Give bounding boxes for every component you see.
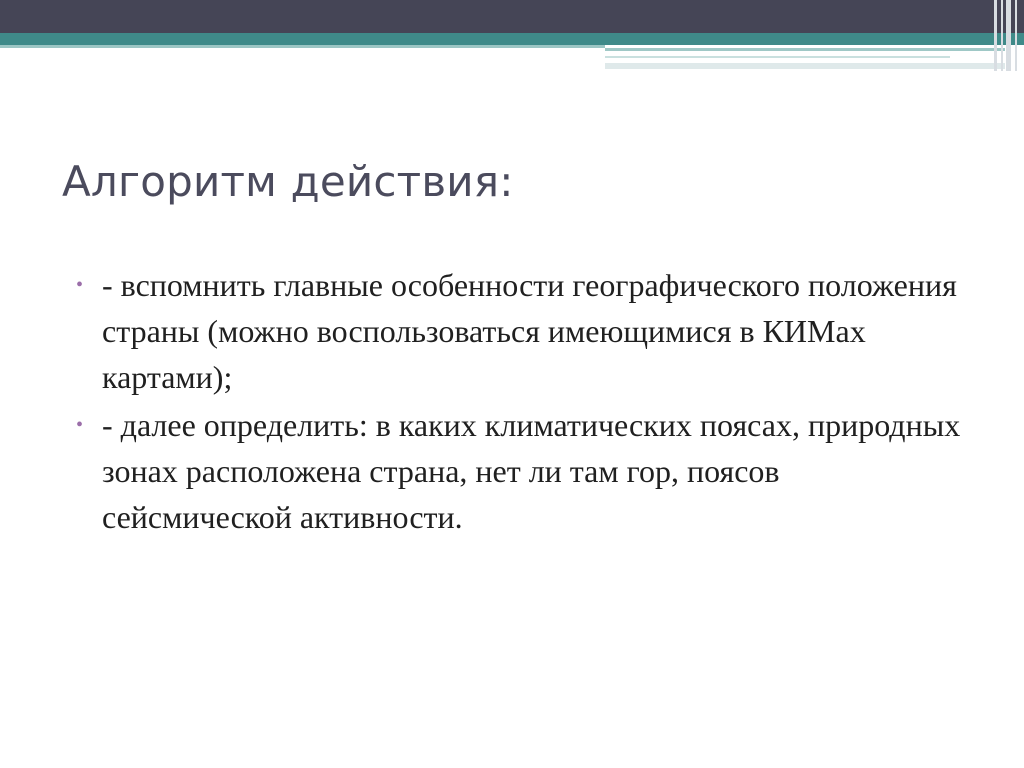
header-band (0, 0, 1024, 33)
bullet-item (66, 262, 966, 400)
header-accent-stripe (0, 33, 1024, 45)
bullet-icon: • (76, 414, 84, 436)
bullet-text: - вспомнить главные особенности географического положения страны (можно воспользоваться имеющимися в КИМах картами); (102, 267, 957, 395)
bullet-text: - далее определить: в каких климатических поясах, природных зонах расположена страна, нет ли там гор, поясов сейсмической активности. (102, 407, 961, 535)
header-decor-line (605, 63, 1005, 69)
slide-title: Алгоритм действия: (62, 157, 514, 206)
bullet-icon: • (76, 274, 84, 296)
bullet-item (66, 402, 966, 540)
header-decor-vertical-lines (990, 0, 1024, 71)
header-decor-line (605, 56, 950, 58)
bullet-list (66, 262, 966, 542)
header-decor-line (605, 48, 1005, 51)
